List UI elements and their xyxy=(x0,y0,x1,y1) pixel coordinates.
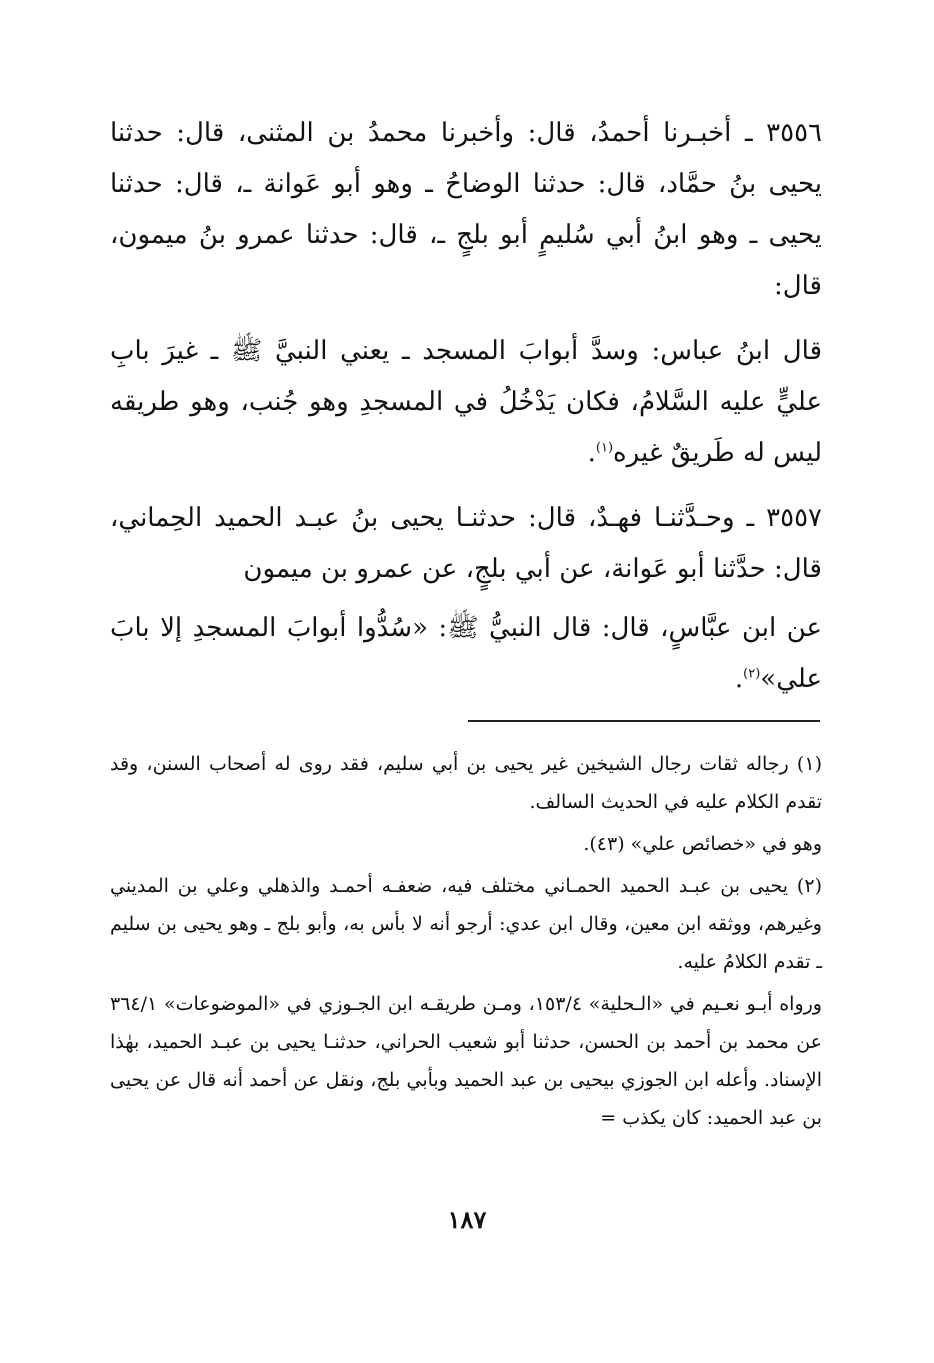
footnote-2-continued: ورواه أبـو نعـيم في «الـحلية» ١٥٣/٤، ومـن طريقـه ابن الجـوزي في «الموضوعات» ٣٦٤/١ عن محمد بن أحمد بن الحسن، حدثنا أبو شعيب الحراني، حدثنـا يحيى بن عبـد الحميد، بهٰذا الإسناد. وأعله ابن الجوزي بيحيى بن عبد الحميد وبأبي بلج، ونقل عن أحمد أنه قال عن يحيى بن عبد الحميد: كان يكذب = xyxy=(110,993,822,1129)
page-number: ١٨٧ xyxy=(447,1205,487,1234)
hadith-3556-text: قال ابنُ عباس: وسدَّ أبوابَ المسجد ـ يعني النبيَّ ﷺ ـ غيرَ بابِ عليٍّ عليه السَّلامُ، فكان يَدْخُلُ في المسجدِ وهو جُنب، وهو طريقه ليس له طَريقٌ غيره$^{(١)}$. xyxy=(110,336,822,468)
hadith-3557-chain: ٣٥٥٧ ـ وحـدَّثنـا فهـدٌ، قال: حدثنـا يحيى بنُ عبـد الحميد الحِماني، قال: حدَّثنا أبو عَوانة، عن أبي بلجٍ، عن عمرو بن ميمون xyxy=(110,503,822,584)
footnote-1: (١) رجاله ثقات رجال الشيخين غير يحيى بن أبي سليم، فقد روى له أصحاب السنن، وقد تقدم الكلام عليه في الحديث السالف. xyxy=(110,753,822,813)
hadith-3556-chain: ٣٥٥٦ ـ أخبـرنا أحمدُ، قال: وأخبرنا محمدُ بن المثنى، قال: حدثنا يحيى بنُ حمَّاد، قال: حدثنا الوضاحُ ـ وهو أبو عَوانة ـ، قال: حدثنا يحيى ـ وهو ابنُ أبي سُليمٍ أبو بلجٍ ـ، قال: حدثنا عمرو بنُ ميمون، قال: xyxy=(110,118,822,301)
main-text xyxy=(110,108,822,719)
footnote-ref-2: (٢) xyxy=(743,666,761,682)
footnotes xyxy=(110,745,822,1141)
footnote-1-source: وهو في «خصائص علي» (٤٣). xyxy=(583,833,822,855)
footnote-ref-1: (١) xyxy=(595,440,614,456)
footnote-2: (٢) يحيى بن عبـد الحميد الحمـاني مختلف فيه، ضعفـه أحمـد والذهلي وعلي بن المديني وغيرهم، ووثقه ابن معين، وقال ابن عدي: أرجو أنه لا بأس به، وأبو بلج ـ وهو يحيى بن سليم ـ تقدم الكلامُ عليه. xyxy=(110,875,822,973)
footnote-separator xyxy=(468,720,820,722)
hadith-3557-text: عن ابن عبَّاسٍ، قال: قال النبيُّ ﷺ: «سُدُّوا أبوابَ المسجدِ إلا بابَ علي»$^{(٢)}$. xyxy=(110,613,822,694)
